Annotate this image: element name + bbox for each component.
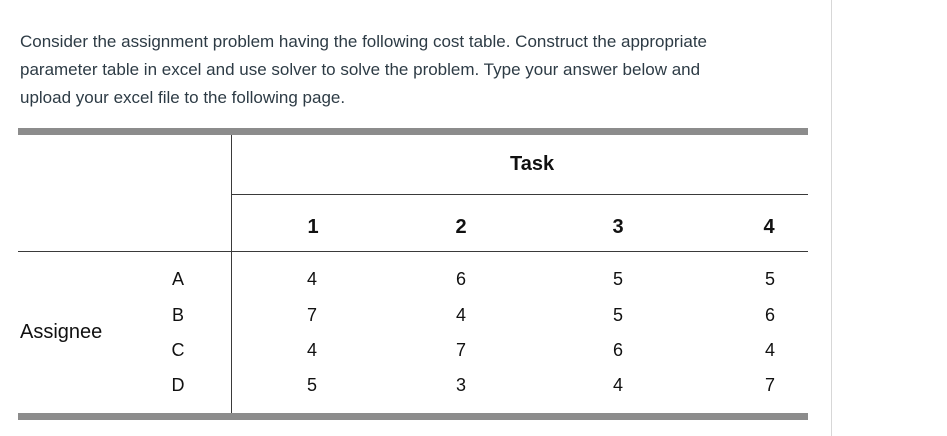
assignee-a: A	[171, 269, 184, 289]
cost-b-1: 7	[306, 305, 317, 325]
cost-b-4: 6	[764, 305, 775, 325]
assignee-label: Assignee	[20, 321, 103, 343]
cost-d-1: 5	[306, 375, 317, 395]
cost-d-3: 4	[612, 375, 623, 395]
question-line-1: Consider the assignment problem having the following cost table. Construct the appropriate	[20, 32, 707, 51]
cost-d-4: 7	[764, 375, 775, 395]
cost-table	[18, 128, 808, 420]
assignee-d: D	[171, 375, 185, 395]
task-header: Task	[510, 153, 555, 175]
cost-a-2: 6	[455, 269, 466, 289]
question-text	[20, 28, 820, 112]
task-column-2: 2	[455, 216, 467, 238]
cost-b-3: 5	[612, 305, 623, 325]
assignee-b: B	[171, 305, 184, 325]
cost-a-1: 4	[306, 269, 317, 289]
cost-c-1: 4	[306, 340, 317, 360]
cost-b-2: 4	[455, 305, 466, 325]
table-bottom-rule	[18, 413, 808, 420]
cost-c-4: 4	[764, 340, 775, 360]
header-bottom-rule	[18, 251, 808, 252]
cost-a-4: 5	[764, 269, 775, 289]
task-column-4: 4	[763, 216, 775, 238]
task-column-1: 1	[307, 216, 319, 238]
task-header-rule	[232, 194, 808, 195]
page-right-border	[831, 0, 832, 436]
question-line-2: parameter table in excel and use solver to solve the problem. Type your answer below and	[20, 60, 701, 79]
question-line-3: upload your excel file to the following page.	[20, 88, 346, 107]
cost-c-2: 7	[455, 340, 466, 360]
table-vertical-rule	[231, 135, 232, 413]
assignee-c: C	[171, 340, 185, 360]
cost-d-2: 3	[455, 375, 466, 395]
table-top-rule	[18, 128, 808, 135]
task-column-3: 3	[612, 216, 624, 238]
cost-c-3: 6	[612, 340, 623, 360]
cost-a-3: 5	[612, 269, 623, 289]
